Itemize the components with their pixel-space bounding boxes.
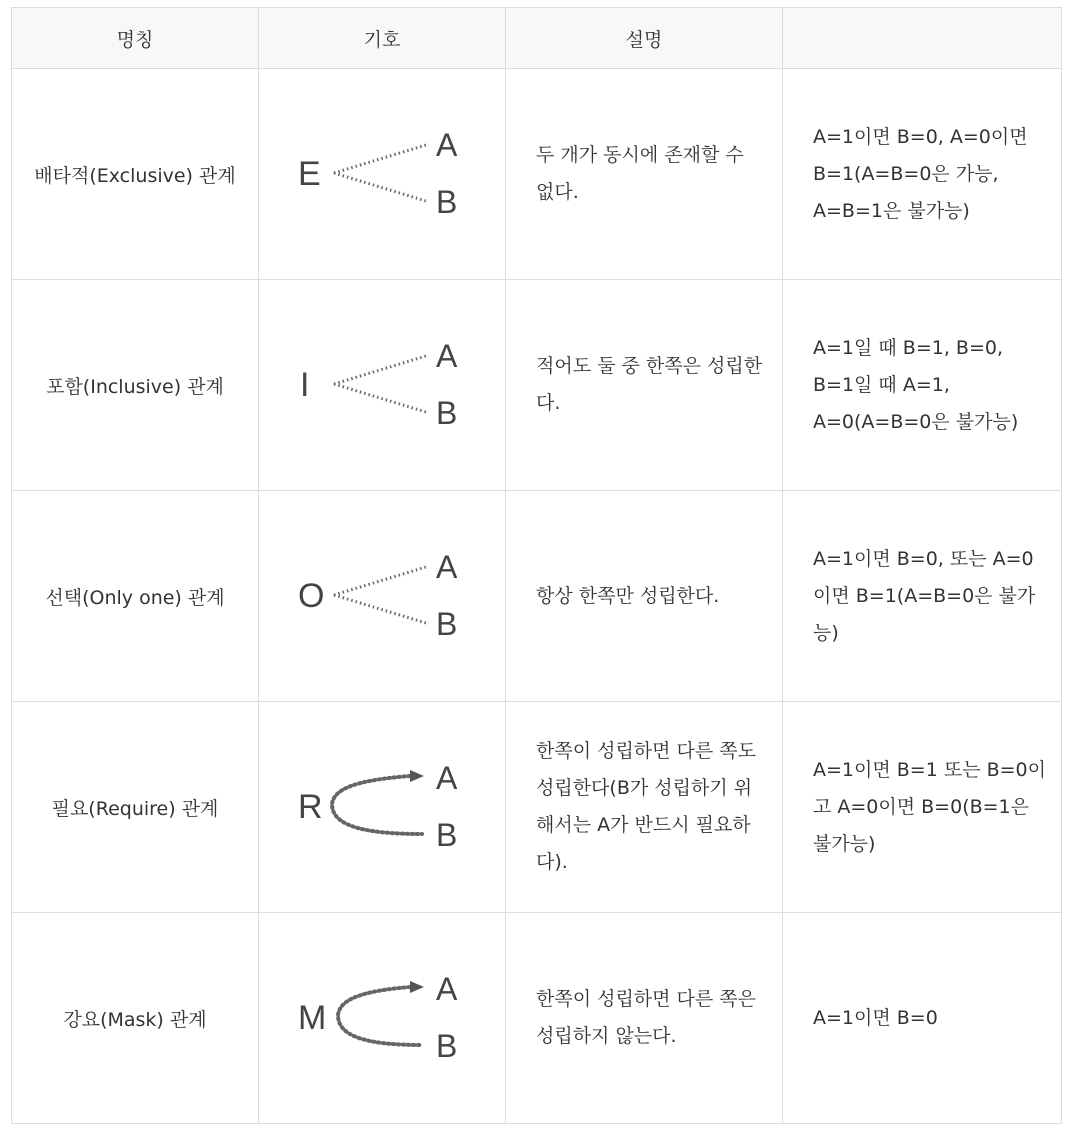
symbol-line-to-a: [334, 145, 426, 173]
relation-description: 한쪽이 성립하면 다른 쪽은 성립하지 않는다.: [506, 913, 783, 1124]
symbol-target-b: B: [436, 606, 458, 641]
table-row: [12, 491, 1062, 702]
relation-symbol-diagram: [298, 973, 468, 1063]
table-row: [12, 280, 1062, 491]
symbol-letter: I: [300, 366, 310, 404]
relation-description: 적어도 둘 중 한쪽은 성립한다.: [506, 280, 783, 491]
symbol-line-to-b: [334, 595, 426, 623]
symbol-target-b: B: [436, 817, 458, 852]
header-note: [783, 8, 1062, 69]
relation-note: A=1이면 B=0: [783, 913, 1062, 1124]
relation-description: 두 개가 동시에 존재할 수 없다.: [506, 69, 783, 280]
relation-note: A=1이면 B=0, 또는 A=0이면 B=1(A=B=0은 불가능): [783, 491, 1062, 702]
symbol-line-to-a: [334, 567, 426, 595]
relation-name: 포함(Inclusive) 관계: [12, 280, 259, 491]
arrowhead-icon: [410, 770, 424, 782]
relation-note: A=1일 때 B=1, B=0, B=1일 때 A=1, A=0(A=B=0은 불가능): [783, 280, 1062, 491]
relation-name: 필요(Require) 관계: [12, 702, 259, 913]
relation-symbol-diagram: [298, 762, 468, 852]
relation-symbol-cell: [259, 702, 506, 913]
symbol-letter: E: [298, 155, 321, 193]
relation-table: [11, 7, 1062, 1124]
symbol-target-a: A: [436, 340, 458, 374]
symbol-target-a: A: [436, 129, 458, 163]
symbol-letter: M: [298, 999, 327, 1037]
symbol-curve: [332, 776, 422, 834]
relation-symbol-cell: [259, 913, 506, 1124]
symbol-target-a: A: [436, 973, 458, 1007]
symbol-curve: [338, 987, 422, 1045]
relation-symbol-cell: [259, 280, 506, 491]
relation-note: A=1이면 B=1 또는 B=0이고 A=0이면 B=0(B=1은 불가능): [783, 702, 1062, 913]
symbol-line-to-b: [334, 384, 426, 412]
header-row: [12, 8, 1062, 69]
symbol-target-b: B: [436, 395, 458, 430]
arrowhead-icon: [410, 981, 424, 993]
table-row: [12, 913, 1062, 1124]
symbol-line-to-b: [334, 173, 426, 201]
relation-symbol-cell: [259, 491, 506, 702]
relation-description: 한쪽이 성립하면 다른 쪽도 성립한다(B가 성립하기 위해서는 A가 반드시 필요하다).: [506, 702, 783, 913]
symbol-target-b: B: [436, 1028, 458, 1063]
relation-name: 선택(Only one) 관계: [12, 491, 259, 702]
symbol-line-to-a: [334, 356, 426, 384]
relation-name: 강요(Mask) 관계: [12, 913, 259, 1124]
relation-symbol-diagram: [298, 551, 468, 641]
symbol-target-b: B: [436, 184, 458, 219]
relation-table-wrapper: [11, 7, 1062, 1124]
symbol-letter: R: [298, 788, 323, 826]
table-row: [12, 69, 1062, 280]
header-name: 명칭: [12, 8, 259, 69]
relation-note: A=1이면 B=0, A=0이면 B=1(A=B=0은 가능, A=B=1은 불가능): [783, 69, 1062, 280]
relation-symbol-cell: [259, 69, 506, 280]
header-symbol: 기호: [259, 8, 506, 69]
relation-description: 항상 한쪽만 성립한다.: [506, 491, 783, 702]
table-row: [12, 702, 1062, 913]
symbol-target-a: A: [436, 762, 458, 796]
symbol-target-a: A: [436, 551, 458, 585]
relation-name: 배타적(Exclusive) 관계: [12, 69, 259, 280]
relation-symbol-diagram: [298, 340, 468, 430]
header-description: 설명: [506, 8, 783, 69]
relation-symbol-diagram: [298, 129, 468, 219]
symbol-letter: O: [298, 577, 325, 615]
